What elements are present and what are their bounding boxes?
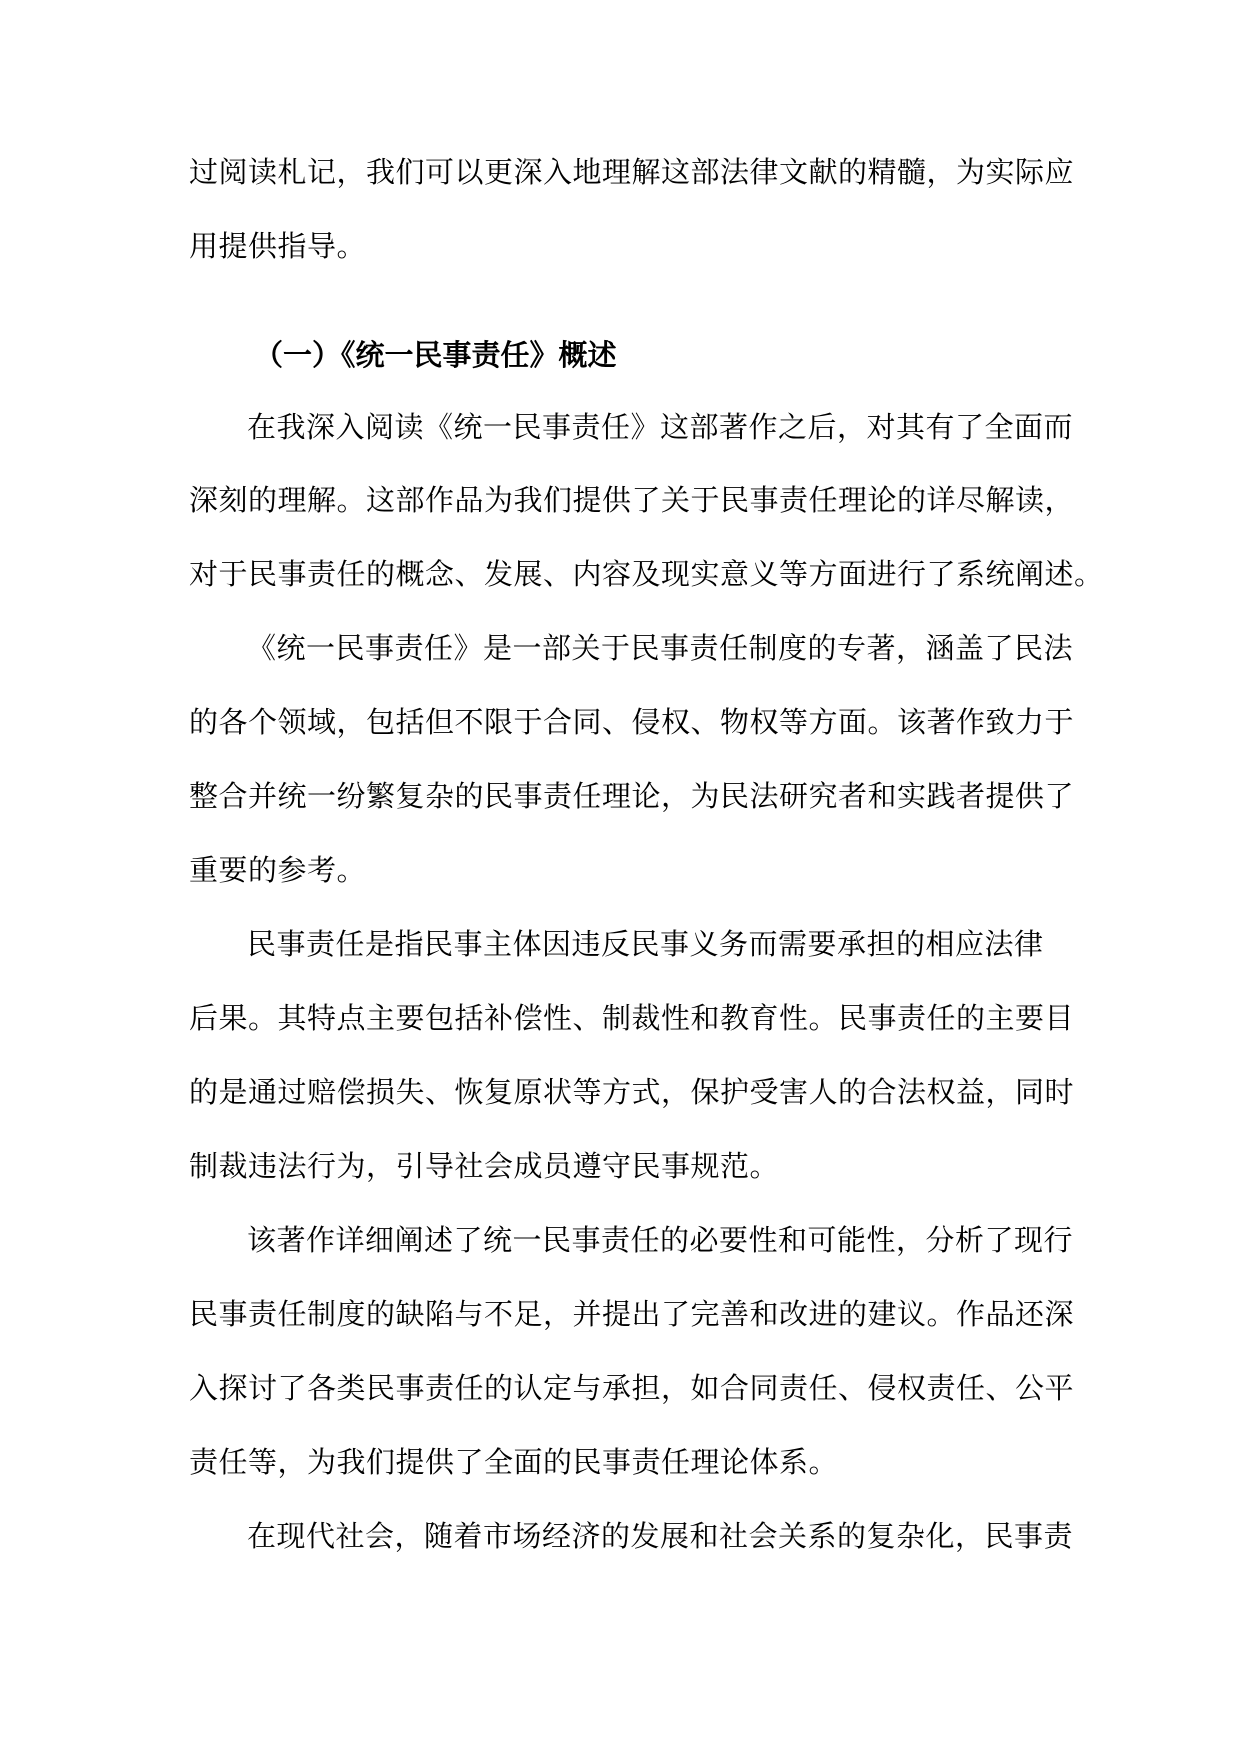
paragraph-line: 入探讨了各类民事责任的认定与承担，如合同责任、侵权责任、公平 [189,1371,1075,1405]
paragraph-line: 民事责任是指民事主体因违反民事义务而需要承担的相应法律 [247,927,1044,961]
paragraph-line: 责任等，为我们提供了全面的民事责任理论体系。 [189,1445,839,1479]
paragraph-line: 的各个领域，包括但不限于合同、侵权、物权等方面。该著作致力于 [189,705,1075,739]
paragraph-line: 的是通过赔偿损失、恢复原状等方式，保护受害人的合法权益，同时 [189,1075,1075,1109]
paragraph-line: 对于民事责任的概念、发展、内容及现实意义等方面进行了系统阐述。 [189,557,1104,591]
paragraph-line: 民事责任制度的缺陷与不足，并提出了完善和改进的建议。作品还深 [189,1297,1075,1331]
paragraph-line: 《统一民事责任》是一部关于民事责任制度的专著，涵盖了民法 [247,631,1074,665]
paragraph-line: 重要的参考。 [189,853,367,887]
intro-line: 过阅读札记，我们可以更深入地理解这部法律文献的精髓，为实际应 [189,155,1075,189]
intro-line: 用提供指导。 [189,229,367,263]
paragraph-line: 在现代社会，随着市场经济的发展和社会关系的复杂化，民事责 [247,1519,1074,1553]
paragraph-line: 在我深入阅读《统一民事责任》这部著作之后，对其有了全面而 [247,410,1074,444]
paragraph-line: 深刻的理解。这部作品为我们提供了关于民事责任理论的详尽解读， [189,483,1075,517]
paragraph-line: 整合并统一纷繁复杂的民事责任理论，为民法研究者和实践者提供了 [189,779,1075,813]
paragraph-line: 制裁违法行为，引导社会成员遵守民事规范。 [189,1149,780,1183]
paragraph-line: 该著作详细阐述了统一民事责任的必要性和可能性，分析了现行 [247,1223,1074,1257]
section-heading: （一）《统一民事责任》概述 [254,338,617,372]
paragraph-line: 后果。其特点主要包括补偿性、制裁性和教育性。民事责任的主要目 [189,1001,1075,1035]
